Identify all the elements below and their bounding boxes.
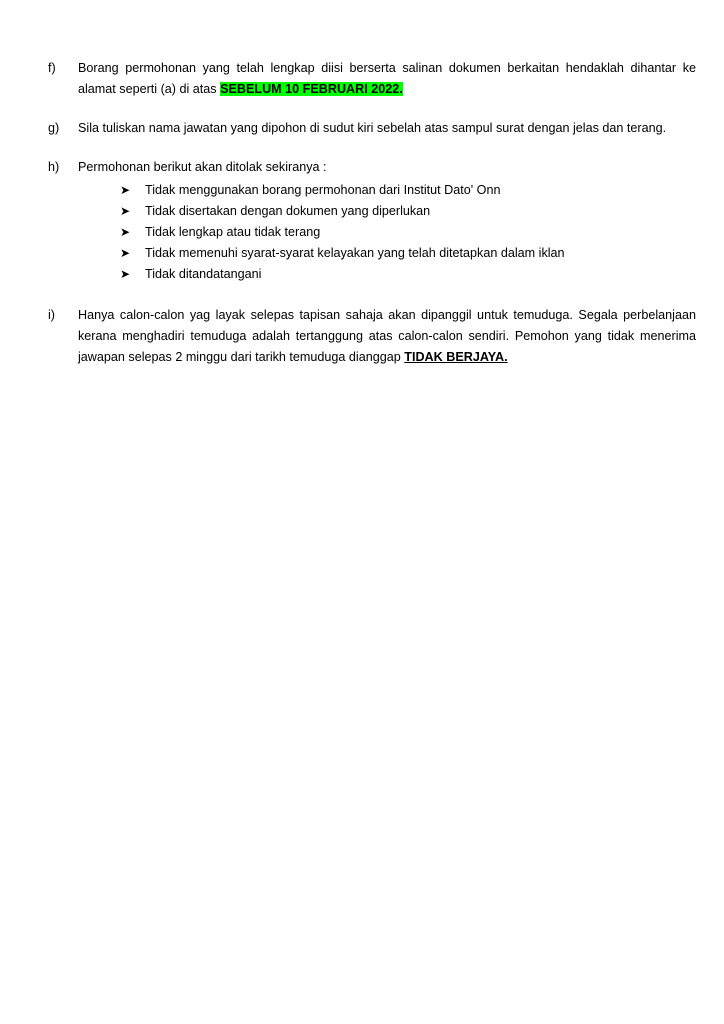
list-item <box>48 157 696 285</box>
list-item <box>120 222 696 243</box>
list-item <box>120 180 696 201</box>
highlighted-deadline: SEBELUM 10 FEBRUARI 2022. <box>220 82 403 96</box>
item-marker-h: h) <box>48 160 60 174</box>
item-marker-f: f) <box>48 61 56 75</box>
emphasis-tidak-berjaya: TIDAK BERJAYA. <box>404 350 508 364</box>
item-text-f: Borang permohonan yang telah lengkap diisi berserta salinan dokumen berkaitan hendaklah dihantar ke alamat seperti (a) di atas <box>78 61 696 96</box>
list-item <box>48 305 696 368</box>
list-item <box>48 58 696 100</box>
list-item <box>120 201 696 222</box>
item-body-f <box>78 58 696 100</box>
document-content <box>48 58 696 386</box>
rejection-reasons-list <box>78 180 696 285</box>
arrow-bullet-icon: ➤ <box>120 204 131 218</box>
arrow-bullet-icon: ➤ <box>120 183 131 197</box>
list-item <box>48 118 696 139</box>
bullet-text: Tidak lengkap atau tidak terang <box>145 225 321 239</box>
bullet-text: Tidak memenuhi syarat-syarat kelayakan yang telah ditetapkan dalam iklan <box>145 246 565 260</box>
bullet-text: Tidak disertakan dengan dokumen yang diperlukan <box>145 204 431 218</box>
item-text-h: Permohonan berikut akan ditolak sekiranya : <box>78 160 327 174</box>
arrow-bullet-icon: ➤ <box>120 246 131 260</box>
item-text-i: Hanya calon-calon yag layak selepas tapisan sahaja akan dipanggil untuk temuduga. Segala perbelanjaan kerana menghadiri temuduga adalah tertanggung atas calon-calon sendiri. Pemohon yang tidak menerima jawapan selepas 2 minggu dari tarikh temuduga dianggap <box>78 308 696 364</box>
bullet-text: Tidak menggunakan borang permohonan dari Institut Dato' Onn <box>145 183 501 197</box>
list-item <box>120 264 696 285</box>
item-marker-i: i) <box>48 308 55 322</box>
item-body-h <box>78 157 696 285</box>
arrow-bullet-icon: ➤ <box>120 267 131 281</box>
item-body-g: Sila tuliskan nama jawatan yang dipohon di sudut kiri sebelah atas sampul surat dengan jelas dan terang. <box>78 121 667 135</box>
bullet-text: Tidak ditandatangani <box>145 267 262 281</box>
arrow-bullet-icon: ➤ <box>120 225 131 239</box>
item-marker-g: g) <box>48 121 60 135</box>
item-body-i <box>78 305 696 368</box>
list-item <box>120 243 696 264</box>
